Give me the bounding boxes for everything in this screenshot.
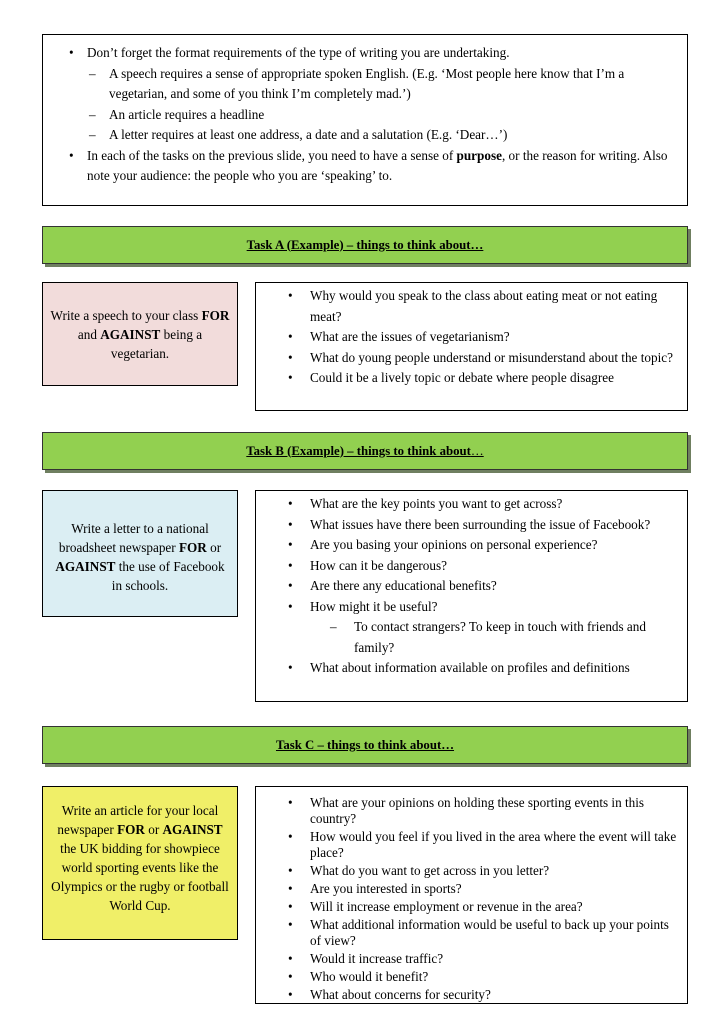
question-text: What are your opinions on holding these sporting events in this country? <box>310 795 645 826</box>
intro-box <box>42 34 688 206</box>
against-emphasis: AGAINST <box>55 559 116 574</box>
intro-bullet-format-text: Don’t forget the format requirements of the type of writing you are undertaking. <box>87 45 510 60</box>
task-c-prompt <box>42 786 238 940</box>
question-text: Who would it benefit? <box>310 969 429 984</box>
task-b-banner <box>42 432 688 470</box>
intro-bullet-purpose-text-b: , or the reason for writing. Also note your audience: the people who you are ‘speaking’ to. <box>87 147 668 183</box>
list-item <box>262 899 681 915</box>
task-a-prompt-and: and <box>77 326 101 342</box>
intro-sub-letter <box>63 125 677 146</box>
task-b-prompt-end: the use of Facebook in schools. <box>111 559 225 593</box>
task-a-prompt-part: Write a speech to your class <box>50 307 202 323</box>
list-item <box>262 556 681 577</box>
question-text: What additional information would be useful to back up your points of view? <box>310 917 669 948</box>
question-text: How would you feel if you lived in the area where the event will take place? <box>310 829 677 860</box>
list-item <box>262 829 681 861</box>
list-item <box>262 951 681 967</box>
list-item <box>262 368 681 389</box>
task-c-prompt-part: Write an article for your local newspaper <box>57 803 219 837</box>
task-b-prompt <box>42 490 238 617</box>
intro-sub-speech-text: A speech requires a sense of appropriate spoken English. (E.g. ‘Most people here know that I’m a vegetarian, and some of you think I’m completely mad.’) <box>109 65 625 101</box>
intro-sub-article <box>63 105 677 126</box>
purpose-emphasis: purpose <box>456 147 502 163</box>
list-item <box>262 535 681 556</box>
task-c-questions <box>255 786 688 1004</box>
task-a-question-list <box>262 286 681 389</box>
question-text: Would it increase traffic? <box>310 951 444 966</box>
list-item <box>262 969 681 985</box>
list-item <box>262 881 681 897</box>
list-item <box>262 795 681 827</box>
list-item <box>262 987 681 1003</box>
question-text: Will it increase employment or revenue in the area? <box>310 899 583 914</box>
intro-bullet-purpose-text-a: In each of the tasks on the previous slide, you need to have a sense of <box>87 147 457 163</box>
task-c-question-list <box>262 795 681 1003</box>
list-sub-item <box>262 617 681 658</box>
task-a-banner-text: Task A (Example) – things to think about… <box>246 237 484 252</box>
task-c-prompt-or: or <box>144 822 163 837</box>
task-a-banner <box>42 226 688 264</box>
question-text: What are the issues of vegetarianism? <box>310 329 510 344</box>
list-item <box>262 917 681 949</box>
list-item <box>262 658 681 679</box>
question-text: What do young people understand or misunderstand about the topic? <box>310 349 673 365</box>
task-c-banner <box>42 726 688 764</box>
task-b-banner-text: Task B (Example) – things to think about <box>246 443 471 458</box>
task-b-banner-ellipsis: … <box>470 443 484 458</box>
question-text: Are you basing your opinions on personal experience? <box>310 537 598 552</box>
intro-list <box>63 43 677 187</box>
question-text: How might it be useful? <box>310 598 438 614</box>
list-item <box>262 327 681 348</box>
question-text: What about information available on profiles and definitions <box>310 660 630 675</box>
list-item <box>262 863 681 879</box>
list-item <box>262 576 681 597</box>
against-emphasis: AGAINST <box>162 822 223 837</box>
task-b-prompt-text <box>49 519 231 595</box>
list-item <box>262 494 681 515</box>
question-text: Are you interested in sports? <box>310 881 462 896</box>
task-a-prompt-end: being a vegetarian. <box>110 326 203 361</box>
intro-bullet-format <box>63 43 677 64</box>
list-item <box>262 597 681 618</box>
task-b-questions <box>255 490 688 702</box>
question-text: How can it be dangerous? <box>310 557 447 573</box>
question-text: What do you want to get across in you letter? <box>310 863 550 878</box>
list-item <box>262 348 681 369</box>
list-item <box>262 286 681 327</box>
for-emphasis: FOR <box>117 822 145 837</box>
task-b-prompt-or: or <box>206 540 222 555</box>
task-c-banner-text: Task C – things to think about… <box>275 737 455 752</box>
intro-sub-letter-text: A letter requires at least one address, a date and a salutation (E.g. ‘Dear…’) <box>109 127 508 142</box>
question-text: What are the key points you want to get across? <box>310 496 563 511</box>
task-b-prompt-part: Write a letter to a national broadsheet newspaper <box>58 521 209 555</box>
task-a-prompt-text <box>49 306 231 363</box>
sub-question-text: To contact strangers? To keep in touch with friends and family? <box>354 619 646 655</box>
against-emphasis: AGAINST <box>100 326 161 342</box>
task-a-questions <box>255 282 688 411</box>
intro-sub-speech <box>63 64 677 105</box>
question-text: Why would you speak to the class about eating meat or not eating meat? <box>310 288 658 324</box>
list-item <box>262 515 681 536</box>
for-emphasis: FOR <box>178 540 207 555</box>
intro-bullet-purpose <box>63 146 677 187</box>
question-text: Are there any educational benefits? <box>310 578 497 593</box>
for-emphasis: FOR <box>201 307 230 323</box>
task-c-prompt-text <box>49 801 231 915</box>
question-text: Could it be a lively topic or debate where people disagree <box>310 370 614 385</box>
question-text: What issues have there been surrounding the issue of Facebook? <box>310 516 651 532</box>
intro-sub-article-text: An article requires a headline <box>109 106 265 122</box>
task-c-prompt-end: the UK bidding for showpiece world sporting events like the Olympics or the rugby or football World Cup. <box>51 841 229 913</box>
question-text: What about concerns for security? <box>310 987 491 1002</box>
task-b-question-list <box>262 494 681 679</box>
task-a-prompt <box>42 282 238 386</box>
